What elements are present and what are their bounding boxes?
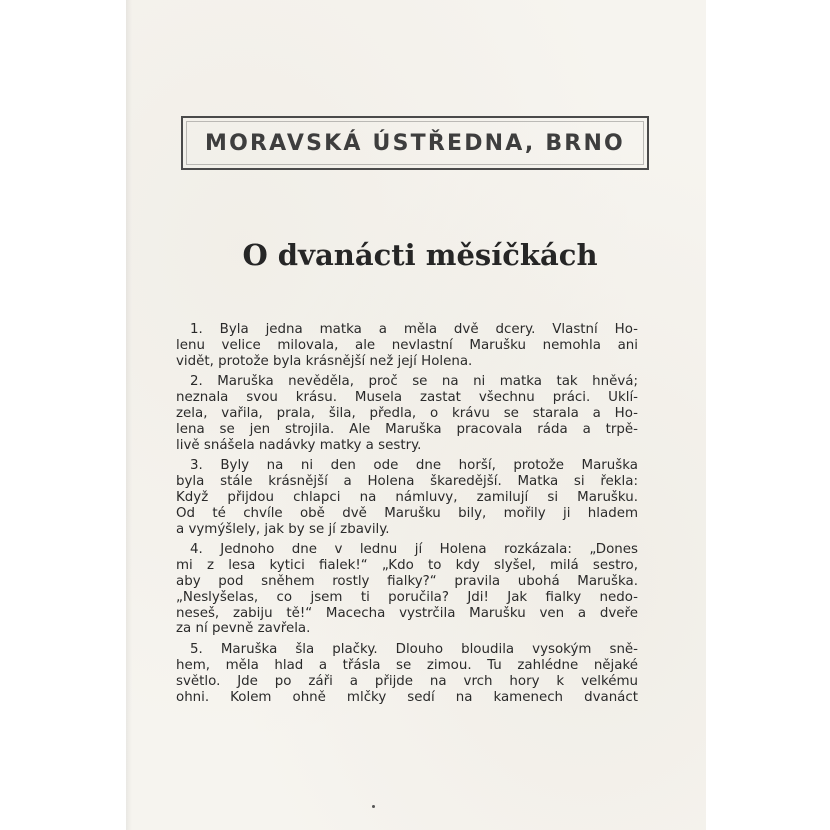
text-line: a vymýšlely, jak by se jí zbavily.	[176, 521, 390, 537]
paragraph	[176, 322, 638, 369]
text-line: ohni. Kolem ohně mlčky sedí na kamenech dvanáct	[176, 689, 638, 705]
text-line: neznala svou krásu. Musela zastat všechnu práci. Uklí-	[176, 390, 638, 406]
text-line: 2. Maruška nevěděla, proč se na ni matka tak hněvá;	[190, 374, 638, 390]
paper-edge-shadow	[126, 0, 132, 830]
text-line: vidět, protože byla krásnější než její Holena.	[176, 353, 473, 369]
text-line: byla stále krásnější a Holena škaredější. Matka si řekla:	[176, 474, 638, 490]
text-line: mi z lesa kytici fialek!“ „Kdo to kdy slyšel, milá sestro,	[176, 558, 638, 574]
text-line: „Neslyšelas, co jsem ti poručila? Jdi! Jak fialky nedo-	[176, 589, 638, 605]
text-line: livě snášela nadávky matky a sestry.	[176, 437, 422, 453]
text-line: neseš, zabiju tě!“ Macecha vystrčila Marušku ven a dveře	[176, 605, 638, 621]
text-line: 1. Byla jedna matka a měla dvě dcery. Vlastní Ho-	[190, 322, 638, 337]
paragraph	[176, 642, 638, 705]
paragraph	[176, 458, 638, 537]
ink-speck	[372, 805, 375, 808]
text-line: lena se jen strojila. Ale Maruška pracovala ráda a trpě-	[176, 421, 638, 437]
publisher-name: MORAVSKÁ ÚSTŘEDNA, BRNO	[205, 130, 625, 156]
text-line: Když přijdou chlapci na námluvy, zamilují si Marušku.	[176, 489, 638, 505]
text-line: 5. Maruška šla plačky. Dlouho bloudila vysokým sně-	[190, 642, 638, 658]
text-line: za ní pevně zavřela.	[176, 621, 311, 637]
text-line: lenu velice milovala, ale nevlastní Marušku nemohla ani	[176, 337, 638, 353]
text-line: 4. Jednoho dne v lednu jí Holena rozkázala: „Dones	[190, 542, 638, 558]
text-line: zela, vařila, prala, šila, předla, o krávu se starala a Ho-	[176, 405, 638, 421]
text-line: Od té chvíle obě dvě Marušku bily, mořily ji hladem	[176, 505, 638, 521]
paragraph	[176, 374, 638, 453]
text-line: 3. Byly na ni den ode dne horší, protože Maruška	[190, 458, 638, 474]
text-line: aby pod sněhem rostly fialky?“ pravila ubohá Maruška.	[176, 573, 638, 589]
text-line: hem, měla hlad a třásla se zimou. Tu zahlédne nějaké	[176, 657, 638, 673]
story-title: O dvanácti měsíčkách	[242, 238, 598, 272]
text-line: světlo. Jde po záři a přijde na vrch hory k velkému	[176, 673, 638, 689]
paragraph	[176, 542, 638, 637]
publisher-stamp-box	[181, 116, 649, 170]
story-body	[176, 322, 638, 710]
